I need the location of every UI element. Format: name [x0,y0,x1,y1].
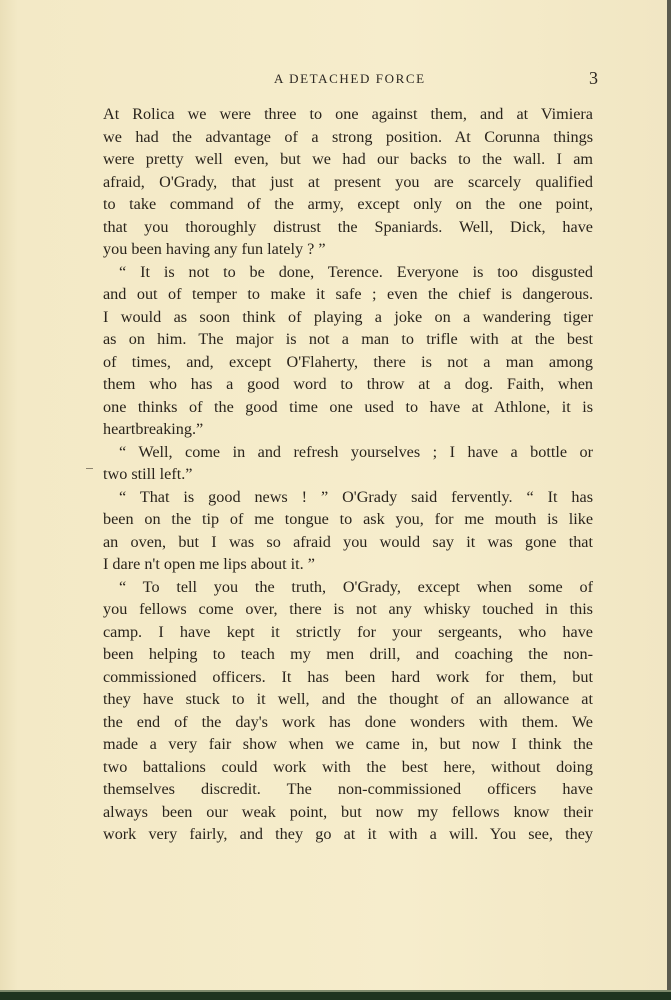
running-head [104,68,598,90]
text-line: you been having any fun lately ? ” [103,240,326,258]
text-line: heartbreaking.” [103,420,204,438]
body-text [103,103,593,846]
text-line: two still left.” [103,465,193,483]
text-line: I would as soon think of playing a joke on a wandering tiger [103,307,593,326]
text-line: I dare n't open me lips about it. ” [103,555,315,573]
text-line: they have stuck to it well, and the thought of an allowance at [103,690,593,708]
text-line: you fellows come over, there is not any whisky touched in this [103,600,593,618]
page-bottom-edge [0,992,671,1000]
text-line: we had the advantage of a strong position. At Corunna things [103,127,593,146]
page-right-edge [667,0,671,990]
text-line: made a very fair show when we came in, but now I think the [103,735,593,753]
text-line: “ Well, come in and refresh yourselves ; I have a bottle or [119,442,593,461]
running-title: A DETACHED FORCE [274,71,426,86]
text-line: and out of temper to make it safe ; even the chief is dangerous. [103,285,593,303]
text-line: were pretty well even, but we had our backs to the wall. I am [103,150,593,168]
text-line: camp. I have kept it strictly for your sergeants, who have [103,622,593,641]
text-line: the end of the day's work has done wonders with them. We [103,712,593,731]
text-line: been on the tip of me tongue to ask you, for me mouth is like [103,510,593,528]
text-line: of times, and, except O'Flaherty, there is not a man among [103,352,593,371]
text-line: work very fairly, and they go at it with a will. You see, they [103,825,593,843]
text-line: as on him. The major is not a man to trifle with at the best [103,330,593,348]
text-line: “ That is good news ! ” O'Grady said fervently. “ It has [119,487,593,506]
margin-mark [86,468,93,469]
text-line: commissioned officers. It has been hard work for them, but [103,667,593,686]
text-line: “ It is not to be done, Terence. Everyone is too disgusted [119,262,593,281]
text-line: to take command of the army, except only on the one point, [103,195,593,213]
text-line: them who has a good word to throw at a dog. Faith, when [103,375,593,393]
page-number: 3 [589,68,598,88]
text-line: one thinks of the good time one used to have at Athlone, it is [103,397,593,416]
text-line: At Rolica we were three to one against them, and at Vimiera [103,105,593,123]
text-line: themselves discredit. The non-commissioned officers have [103,780,593,798]
text-line: an oven, but I was so afraid you would say it was gone that [103,532,593,551]
text-line: always been our weak point, but now my fellows know their [103,802,593,821]
text-line: two battalions could work with the best here, without doing [103,757,593,776]
text-line: been helping to teach my men drill, and coaching the non- [103,645,593,663]
text-line: “ To tell you the truth, O'Grady, except when some of [119,577,593,596]
text-line: that you thoroughly distrust the Spaniards. Well, Dick, have [103,217,593,236]
text-line: afraid, O'Grady, that just at present you are scarcely qualified [103,172,593,191]
